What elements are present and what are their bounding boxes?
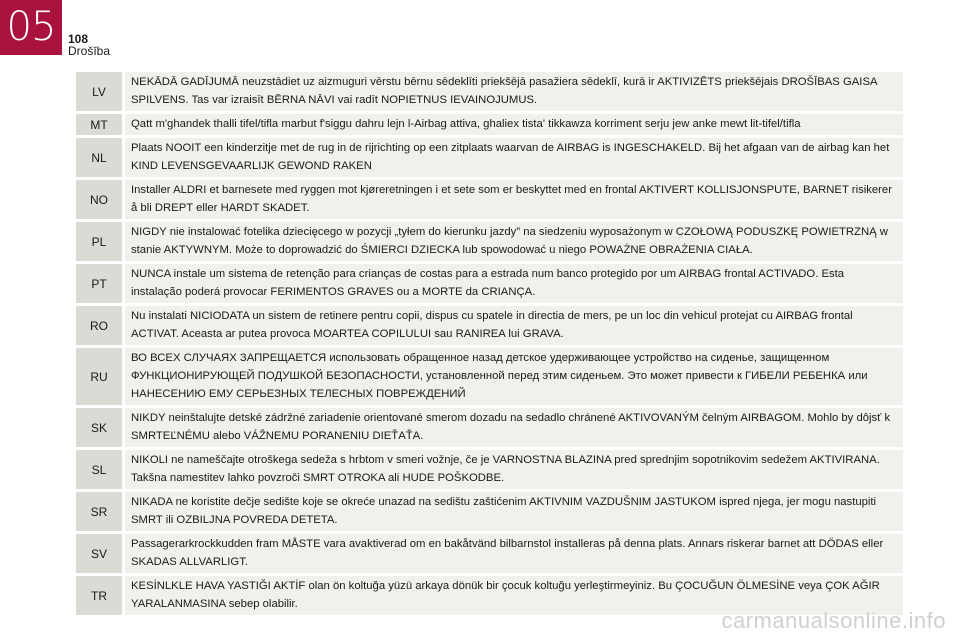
- chapter-tab: 05: [0, 0, 62, 55]
- warning-row: [76, 138, 903, 177]
- section-title: Drošība: [68, 44, 111, 58]
- language-code: TR: [76, 576, 125, 615]
- language-code: MT: [76, 114, 125, 135]
- language-code: SK: [76, 408, 125, 447]
- warning-row: [76, 222, 903, 261]
- language-code: PT: [76, 264, 125, 303]
- warning-text: NIKOLI ne nameščajte otroškega sedeža s hrbtom v smeri vožnje, če je VARNOSTNA BLAZINA pred sprednjim sopotnikovim sedežem AKTIVIRANA. Takšna namestitev lahko povzroči SMRT OTROKA ali HUDE POŠKODBE.: [125, 450, 903, 489]
- warning-row: [76, 534, 903, 573]
- warning-text: NIKADA ne koristite dečje sedište koje se okreće unazad na sedištu zaštićenim AKTIVNIM VAZDUŠNIM JASTUKOM ispred njega, jer mogu nastupiti SMRT ili OZBILJNA POVREDA DETETA.: [125, 492, 903, 531]
- watermark: carmanualsonline.info: [721, 608, 946, 633]
- warning-text: NEKĀDĀ GADĪJUMĀ neuzstādiet uz aizmuguri vērstu bērnu sēdeklīti priekšējā pasažiera sēdeklī, kurā ir AKTIVIZĒTS priekšējais DROŠĪBAS GAISA SPILVENS. Tas var izraisīt BĒRNA NĀVI vai radīt NOPIETNUS IEVAINOJUMUS.: [125, 72, 903, 111]
- warning-text: Qatt m'ghandek thalli tifel/tifla marbut f'siggu dahru lejn l-Airbag attiva, ghaliex tista' tikkawza korriment serju jew anke mewt lit-tifel/tifla: [125, 114, 903, 135]
- warning-text: NIGDY nie instalować fotelika dziecięcego w pozycji „tyłem do kierunku jazdy” na siedzeniu wyposażonym w CZOŁOWĄ PODUSZKĘ POWIETRZNĄ w stanie AKTYWNYM. Może to doprowadzić do ŚMIERCI DZIECKA lub spowodować u niego POWAŻNE OBRAŻENIA CIAŁA.: [125, 222, 903, 261]
- warning-text: Installer ALDRI et barnesete med ryggen mot kjøreretningen i et sete som er beskyttet med en frontal AKTIVERT KOLLISJONSPUTE, BARNET risikerer å bli DREPT eller HARDT SKADET.: [125, 180, 903, 219]
- warning-text: Plaats NOOIT een kinderzitje met de rug in de rijrichting op een zitplaats waarvan de AIRBAG is INGESCHAKELD. Bij het afgaan van de airbag kan het KIND LEVENSGEVAARLIJK GEWOND RAKEN: [125, 138, 903, 177]
- warning-row: [76, 348, 903, 405]
- language-code: SL: [76, 450, 125, 489]
- warning-table: [76, 69, 903, 618]
- warning-row: [76, 408, 903, 447]
- language-code: SR: [76, 492, 125, 531]
- language-code: PL: [76, 222, 125, 261]
- warning-text: Passagerarkrockkudden fram MÅSTE vara avaktiverad om en bakåtvänd bilbarnstol installeras på denna plats. Annars riskerar barnet att DÖDAS eller SKADAS ALLVARLIGT.: [125, 534, 903, 573]
- warning-row: [76, 180, 903, 219]
- language-code: RU: [76, 348, 125, 405]
- language-code: SV: [76, 534, 125, 573]
- warning-text: NUNCA instale um sistema de retenção para crianças de costas para a estrada num banco protegido por um AIRBAG frontal ACTIVADO. Esta instalação poderá provocar FERIMENTOS GRAVES ou a MORTE da CRIANÇA.: [125, 264, 903, 303]
- warning-text: ВО ВСЕХ СЛУЧАЯХ ЗАПРЕЩАЕТСЯ использовать обращенное назад детское удерживающее устройство на сиденье, защищенном ФУНКЦИОНИРУЮЩЕЙ ПОДУШКОЙ БЕЗОПАСНОСТИ, установленной перед этим сиденьем. Это может привести к ГИБЕЛИ РЕБЕНКА или НАНЕСЕНИЮ ЕМУ СЕРЬЕЗНЫХ ТЕЛЕСНЫХ ПОВРЕЖДЕНИЙ: [125, 348, 903, 405]
- warning-row: [76, 72, 903, 111]
- warning-row: [76, 492, 903, 531]
- warning-row: [76, 306, 903, 345]
- language-code: NL: [76, 138, 125, 177]
- warning-row: [76, 264, 903, 303]
- warning-text: KESİNLKLE HAVA YASTIĞI AKTİF olan ön koltuğa yüzü arkaya dönük bir çocuk koltuğu yerleştirmeyiniz. Bu ÇOCUĞUN ÖLMESİNE veya ÇOK AĞIR YARALANMASINA sebep olabilir.: [125, 576, 903, 615]
- warning-rows: [76, 72, 903, 615]
- warning-text: NIKDY neinštalujte detské zádržné zariadenie orientované smerom dozadu na sedadlo chránené AKTIVOVANÝM čelným AIRBAGOM. Mohlo by dôjsť k SMRTEĽNÉMU alebo VÁŽNEMU PORANENIU DIEŤAŤA.: [125, 408, 903, 447]
- page-number: 108: [68, 32, 89, 46]
- language-code: LV: [76, 72, 125, 111]
- warning-row: [76, 450, 903, 489]
- warning-row: [76, 114, 903, 135]
- language-code: NO: [76, 180, 125, 219]
- language-code: RO: [76, 306, 125, 345]
- warning-text: Nu instalati NICIODATA un sistem de retinere pentru copii, dispus cu spatele in directia de mers, pe un loc din vehicul protejat cu AIRBAG frontal ACTIVAT. Aceasta ar putea provoca MOARTEA COPILULUI sau RANIREA lui GRAVA.: [125, 306, 903, 345]
